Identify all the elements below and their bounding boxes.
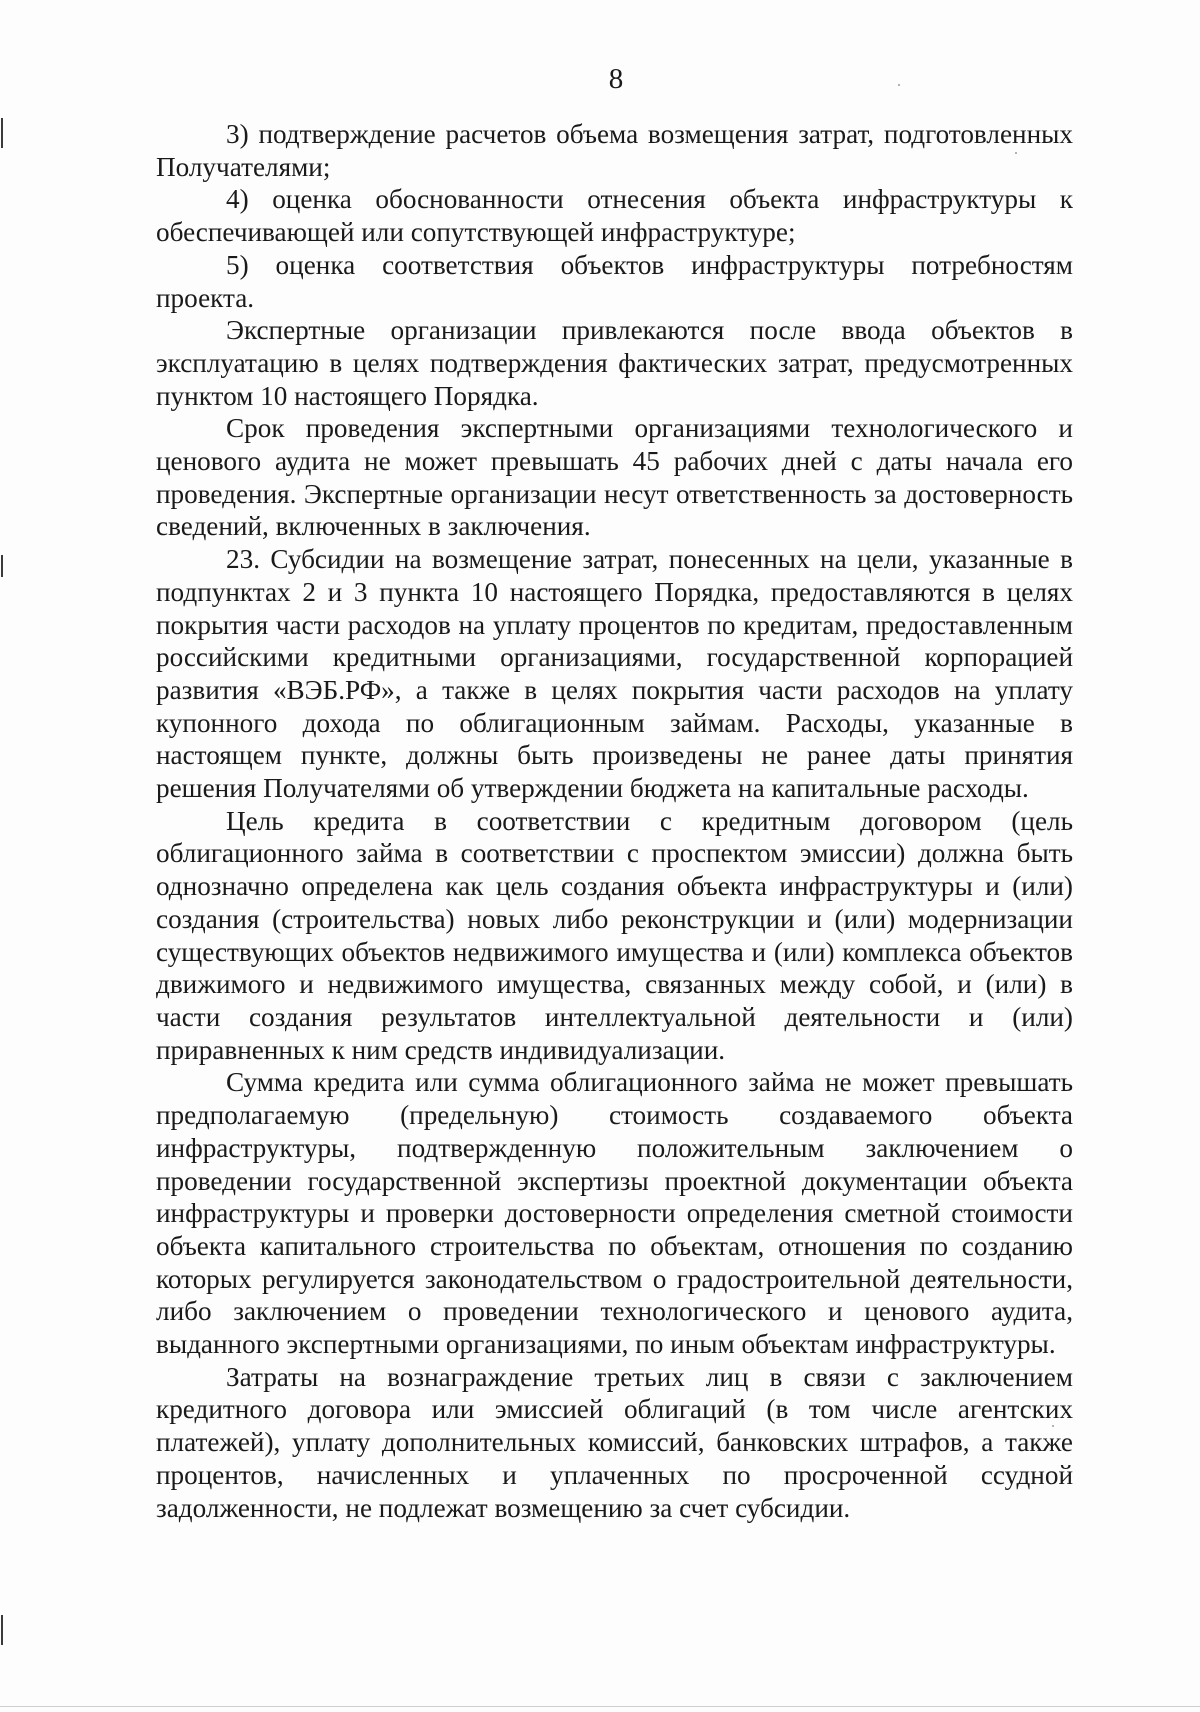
scan-edge-mark — [1, 118, 3, 148]
paragraph-audit-term: Срок проведения экспертными организациями технологического и ценового аудита не может превышать 45 рабочих дней с даты начала его проведения. Экспертные организации несут ответственность за достоверность сведений, включенных в заключения. — [156, 413, 1073, 542]
paragraph-expert-organizations: Экспертные организации привлекаются после ввода объектов в эксплуатацию в целях подтверждения фактических затрат, предусмотренных пунктом 10 настоящего Порядка. — [156, 315, 1073, 411]
scan-edge-mark — [1, 1615, 3, 1645]
paragraph-excluded-costs: Затраты на вознаграждение третьих лиц в связи с заключением кредитного договора или эмиссией облигаций (в том числе агентских платежей), уплату дополнительных комиссий, банковских штрафов, а также процентов, начисленных и уплаченных по просроченной ссудной задолженности, не подлежат возмещению за счет субсидии. — [156, 1361, 1073, 1523]
scan-edge-mark — [1, 555, 3, 577]
paragraph-credit-amount: Сумма кредита или сумма облигационного займа не может превышать предполагаемую (предельную) стоимость создаваемого объекта инфраструктуры, подтвержденную положительным заключением о проведении государственной экспертизы проектной документации объекта инфраструктуры и проверки достоверности определения сметной стоимости объекта капитального строительства по объектам, отношения по созданию которых регулируется законодательством о градостроительной деятельности, либо заключением о проведении технологического и ценового аудита, выданного экспертными организациями, по иным объектам инфраструктуры. — [156, 1067, 1073, 1360]
paragraph-item-3: 3) подтверждение расчетов объема возмещения затрат, подготовленных Получателями; — [156, 119, 1073, 182]
page-number: 8 — [608, 63, 624, 95]
scan-bottom-edge — [0, 1706, 1200, 1707]
paragraph-credit-purpose: Цель кредита в соответствии с кредитным договором (цель облигационного займа в соответствии с проспектом эмиссии) должна быть однозначно определена как цель создания объекта инфраструктуры и (или) создания (строительства) новых либо реконструкции и (или) модернизации существующих объектов недвижимого имущества и (или) комплекса объектов движимого и недвижимого имущества, связанных между собой, и (или) в части создания результатов интеллектуальной деятельности и (или) приравненных к ним средств индивидуализации. — [156, 805, 1073, 1065]
paragraph-item-5: 5) оценка соответствия объектов инфраструктуры потребностям проекта. — [156, 249, 1073, 313]
paragraph-item-4: 4) оценка обоснованности отнесения объекта инфраструктуры к обеспечивающей или сопутствующей инфраструктуре; — [156, 184, 1073, 248]
document-body — [156, 118, 1073, 1524]
paragraph-clause-23: 23. Субсидии на возмещение затрат, понесенных на цели, указанные в подпунктах 2 и 3 пункта 10 настоящего Порядка, предоставляются в целях покрытия части расходов на уплату процентов по кредитам, предоставленным российскими кредитными организациями, государственной корпорацией развития «ВЭБ.РФ», а также в целях покрытия части расходов на уплату купонного дохода по облигационным займам. Расходы, указанные в настоящем пункте, должны быть произведены не ранее даты принятия решения Получателями об утверждении бюджета на капитальные расходы. — [156, 544, 1073, 804]
